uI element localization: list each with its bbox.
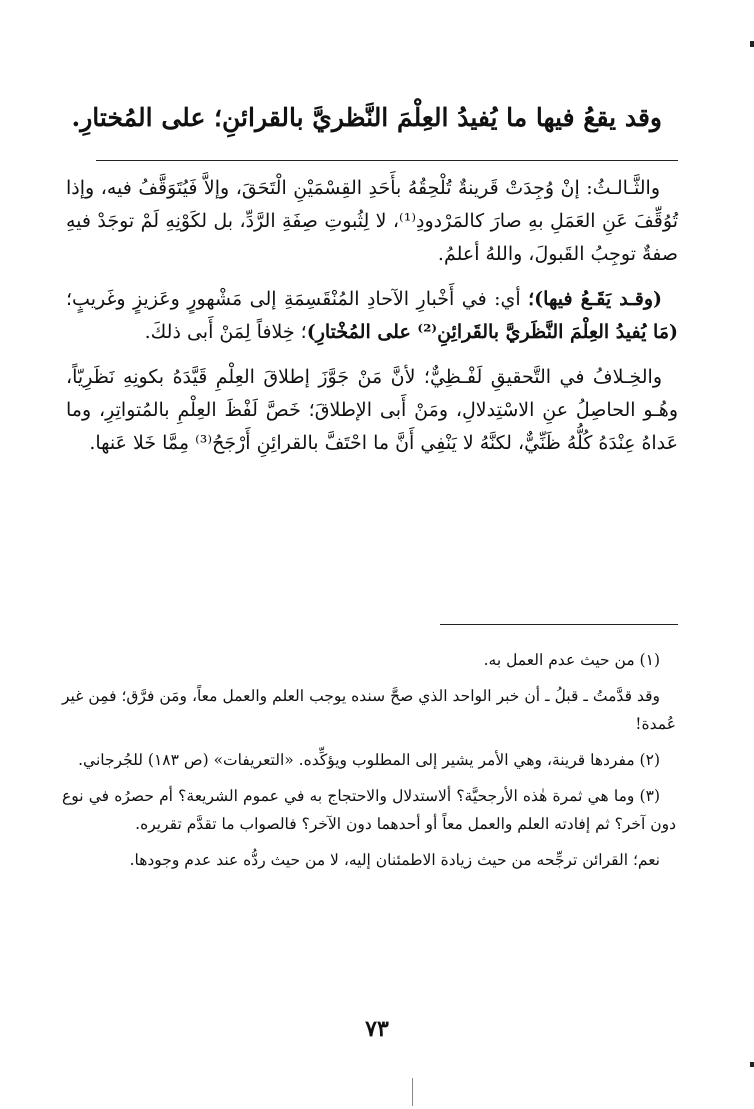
commentary-text-2: ؛ خِلافاً لِمَنْ أَبى ذلكَ. bbox=[144, 321, 307, 343]
page-header-title: وقد يقعُ فيها ما يُفيدُ العِلْمَ النَّظريَّ بالقرائنِ؛ على المُختارِ. bbox=[71, 103, 662, 132]
edge-mark-top bbox=[750, 41, 754, 47]
bottom-fold-mark bbox=[412, 1078, 413, 1106]
main-text bbox=[66, 172, 678, 472]
commentary-text-1: أي: في أَخْبارِ الآحادِ المُنْقَسِمَةِ إلى مَشْهورٍ وعَزيزٍ وغَريبٍ؛ bbox=[66, 288, 529, 310]
paragraph-third-category: والثَّـالـثُ: إنْ وُجِدَتْ قَرينةٌ تُلْحِقُهُ بأَحَدِ القِسْمَيْنِ الْتَحَقَ، وإلاَّ فَيُتَوَقَّفُ فيه، وإذا تُوُقِّفَ عَنِ العَمَلِ بهِ صارَ كالمَرْدودِ⁽¹⁾، لا لِثُبوتِ صِفَةِ الرَّدِّ، بل لكَوْنِهِ لَمْ توجَدْ فيهِ صفةٌ توجِبُ القَبولَ، واللهُ أعلمُ. bbox=[66, 177, 678, 265]
quoted-matn-1: (وقـد يَقَـعُ فيها)؛ bbox=[528, 288, 662, 310]
footnote-3: (٣) وما هي ثمرة هٰذه الأرجحيَّة؟ ألاستدلال والاحتجاج به في عموم الشريعة؟ أم حصرُه في نوع دون آخر؟ ثم إفادته العلم والعمل معاً أو أحدهما دون الآخر؟ فالصواب ما تقدَّم تقريره. bbox=[62, 787, 676, 833]
footnote-1-continued: وقد قدَّمتُ ـ قبلُ ـ أن خبر الواحد الذي صحَّ سنده يوجب العلم والعمل معاً، ومَن فرَّق؛ فمِن غير عُمدة! bbox=[62, 687, 676, 733]
footnote-divider bbox=[440, 624, 678, 625]
paragraph-disagreement: والخِـلافُ في التَّحقيقِ لَفْـظِيٌّ؛ لأنَّ مَنْ جَوَّزَ إطلاقَ العِلْمِ قَيَّدَهُ بكونِهِ نَظَرِيّاً، وهُـو الحاصِلُ عنِ الاسْتِدلالِ، ومَنْ أَبى الإطلاقَ؛ خَصَّ لَفْظَ العِلْمِ بالمُتواتِرِ، وما عَداهُ عِنْدَهُ كُلُّهُ ظَنِّيٌّ، لكنَّهُ لا يَنْفِي أَنَّ ما احْتَفَّ بالقرائِنِ أَرْجَحُ⁽³⁾ مِمَّا خَلا عَنها. bbox=[66, 366, 678, 454]
footnote-2: (٢) مفردها قرينة، وهي الأمر يشير إلى المطلوب ويؤكِّده. «التعريفات» (ص ١٨٣) للجُرجاني. bbox=[78, 751, 660, 769]
footnotes bbox=[62, 646, 676, 882]
paragraph-commentary bbox=[66, 283, 678, 349]
page-number: ٧٣ bbox=[365, 1016, 389, 1042]
quoted-matn-2: (مَا يُفيدُ العِلْمَ النَّظَريَّ بالقَرائِنِ⁽²⁾ على المُخْتارِ) bbox=[306, 321, 678, 343]
edge-mark-bottom bbox=[750, 1062, 754, 1067]
header-divider bbox=[96, 160, 678, 161]
footnote-3-continued: نعم؛ القرائن ترجِّحه من حيث زيادة الاطمئنان إليه، لا من حيث ردُّه عند عدم وجودها. bbox=[129, 851, 660, 869]
footnote-1: (١) من حيث عدم العمل به. bbox=[483, 651, 660, 669]
